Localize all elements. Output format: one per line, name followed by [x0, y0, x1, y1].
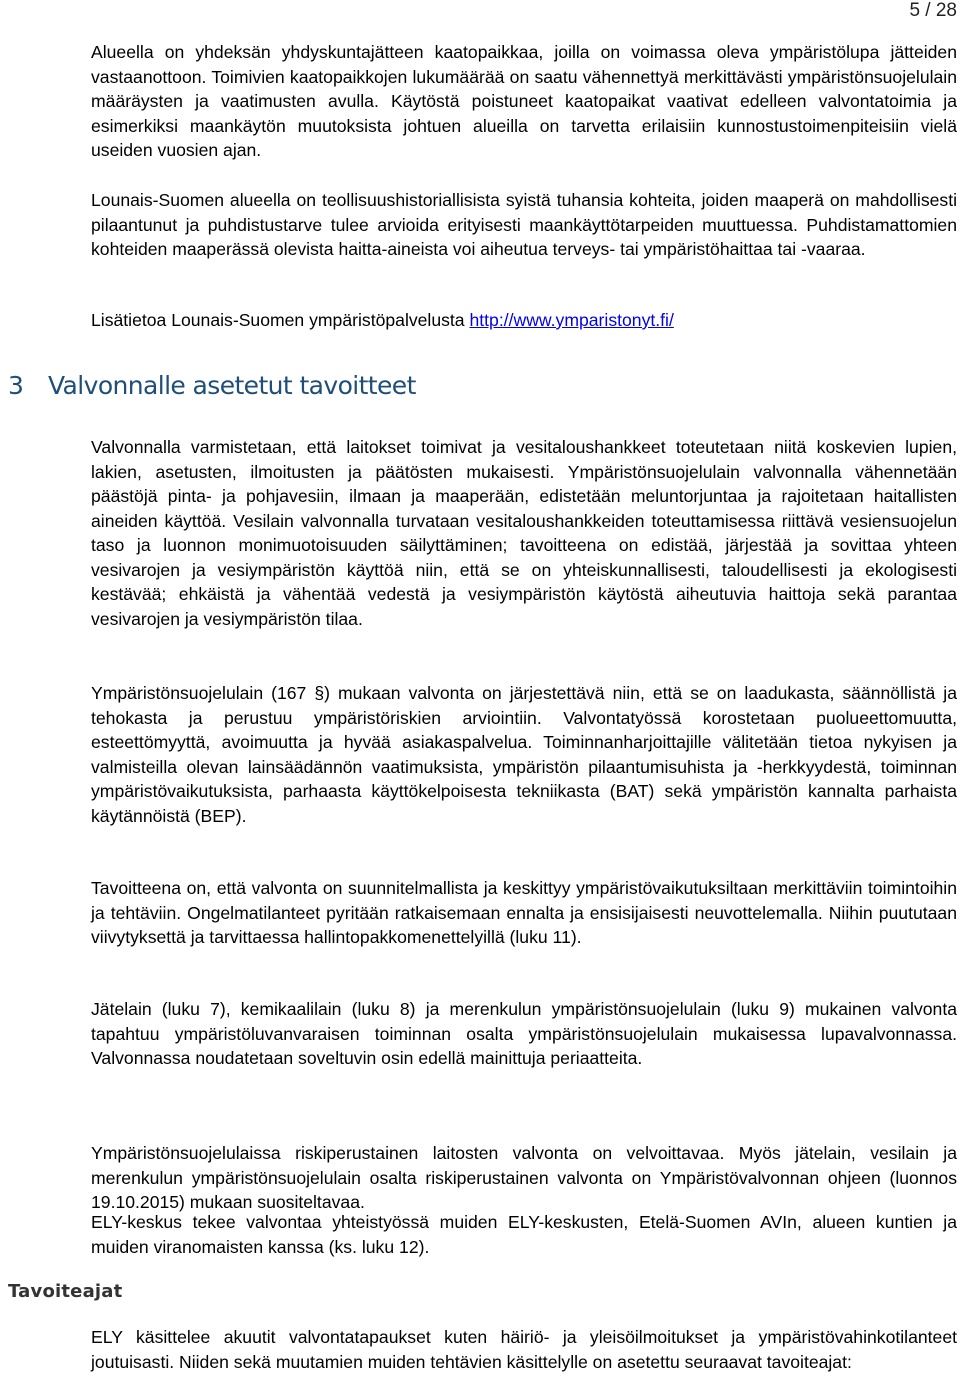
ymparistonyt-link[interactable]: http://www.ymparistonyt.fi/ — [469, 310, 674, 330]
paragraph-cooperation — [91, 1210, 957, 1259]
paragraph-text: ELY-keskus tekee valvontaa yhteistyössä muiden ELY-keskusten, Etelä-Suomen AVIn, alueen kuntien ja muiden viranomaisten kanssa (ks. luku 12). — [91, 1212, 957, 1257]
section-number: 3 — [8, 371, 24, 400]
page-number: 5 / 28 — [909, 0, 957, 21]
paragraph-monitoring-purpose — [91, 435, 957, 631]
paragraph-risk-based — [91, 1141, 957, 1215]
paragraph-text: Ympäristönsuojelulain (167 §) mukaan valvonta on järjestettävä niin, että se on laadukasta, säännöllistä ja tehokasta ja perustuu ympäristöriskien arviointiin. Valvontatyössä korostetaan puolueettomuutta, esteettömyyttä, avoimuutta ja hyvää asiakaspalvelua. Toiminnanharjoittajille välitetään tietoa nykyisen ja valmisteilla olevan lainsäädännön vaatimuksista, ympäristön pilaantumisuhista ja -herkkyydestä, toiminnan ympäristövaikutuksista, parhaasta käyttökelpoisesta tekniikasta (BAT) sekä ympäristön kannalta parhaista käytännöistä (BEP). — [91, 683, 957, 826]
paragraph-goal — [91, 876, 957, 950]
paragraph-text: Lounais-Suomen alueella on teollisuushistoriallisista syistä tuhansia kohteita, joiden maaperä on mahdollisesti pilaantunut ja puhdistustarve tulee arvioida erityisesti maankäyttötarpeiden muuttuessa. Puhdistamattomien kohteiden maaperässä olevista haitta-aineista voi aiheutua terveys- tai ympäristöhaittaa tai -vaaraa. — [91, 190, 957, 259]
paragraph-contaminated-soil — [91, 188, 957, 262]
side-label-tavoiteajat: Tavoiteajat — [8, 1281, 123, 1302]
paragraph-text: Ympäristönsuojelulaissa riskiperustainen laitosten valvonta on velvoittavaa. Myös jätelain, vesilain ja merenkulun ympäristönsuojelulain osalta riskiperustainen valvonta on Ympäristövalvonnan ohjeen (luonnos 19.10.2015) mukaan suositeltavaa. — [91, 1143, 957, 1212]
paragraph-acute-cases — [91, 1325, 957, 1374]
more-info-text: Lisätietoa Lounais-Suomen ympäristöpalvelusta — [91, 310, 470, 330]
paragraph-text — [91, 308, 957, 333]
paragraph-landfills — [91, 40, 957, 163]
paragraph-text: ELY käsittelee akuutit valvontatapaukset kuten häiriö- ja yleisöilmoitukset ja ympäristövahinkotilanteet joutuisasti. Niiden sekä muutamien muiden tehtävien käsittelylle on asetettu seuraavat tavoiteajat: — [91, 1327, 957, 1372]
paragraph-environmental-law — [91, 681, 957, 828]
paragraph-more-info — [91, 308, 957, 333]
paragraph-text: Alueella on yhdeksän yhdyskuntajätteen kaatopaikkaa, joilla on voimassa oleva ympäristölupa jätteiden vastaanottoon. Toimivien kaatopaikkojen lukumäärää on saatu vähennettyä merkittävästi ympäristönsuojelulain määräysten ja vaatimusten avulla. Käytöstä poistuneet kaatopaikat vaativat edelleen valvontatoimia ja esimerkiksi maankäytön muutoksista johtuen alueilla on tarvetta erilaisiin kunnostustoimenpiteisiin vielä useiden vuosien ajan. — [91, 42, 957, 160]
section-title: Valvonnalle asetetut tavoitteet — [48, 371, 416, 400]
section-heading — [8, 370, 416, 402]
paragraph-text: Tavoitteena on, että valvonta on suunnitelmallista ja keskittyy ympäristövaikutuksiltaan merkittäviin toimintoihin ja tehtäviin. Ongelmatilanteet pyritään ratkaisemaan ennalta ja ensisijaisesti neuvottelemalla. Niihin puututaan viivytyksettä ja tarvittaessa hallintopakkomenettelyillä (luku 11). — [91, 878, 957, 947]
paragraph-text: Jätelain (luku 7), kemikaalilain (luku 8) ja merenkulun ympäristönsuojelulain (luku 9) mukainen valvonta tapahtuu ympäristöluvanvaraisen toiminnan osalta ympäristönsuojelulain mukaisessa lupavalvonnassa. Valvonnassa noudatetaan soveltuvin osin edellä mainittuja periaatteita. — [91, 999, 957, 1068]
paragraph-text: Valvonnalla varmistetaan, että laitokset toimivat ja vesitaloushankkeet toteutetaan niitä koskevien lupien, lakien, asetusten, ilmoitusten ja päätösten mukaisesti. Ympäristönsuojelulain valvonnalla vähennetään päästöjä pinta- ja pohjavesiin, ilmaan ja maaperään, edistetään meluntorjuntaa ja rajoitetaan haitallisten aineiden käyttöä. Vesilain valvonnalla turvataan vesitaloushankkeiden toteuttamisessa riittävä vesiensuojelun taso ja luonnon monimuotoisuuden säilyttäminen; tavoitteena on edistää, järjestää ja sovittaa yhteen vesivarojen ja vesiympäristön käyttöä niin, että se on yhteiskunnallisesti, taloudellisesti ja ekologisesti kestävää; ehkäistä ja vähentää vedestä ja vesiympäristön käytöstä aiheutuvia haittoja sekä parantaa vesivarojen ja vesiympäristön tilaa. — [91, 437, 957, 629]
paragraph-other-laws — [91, 997, 957, 1071]
